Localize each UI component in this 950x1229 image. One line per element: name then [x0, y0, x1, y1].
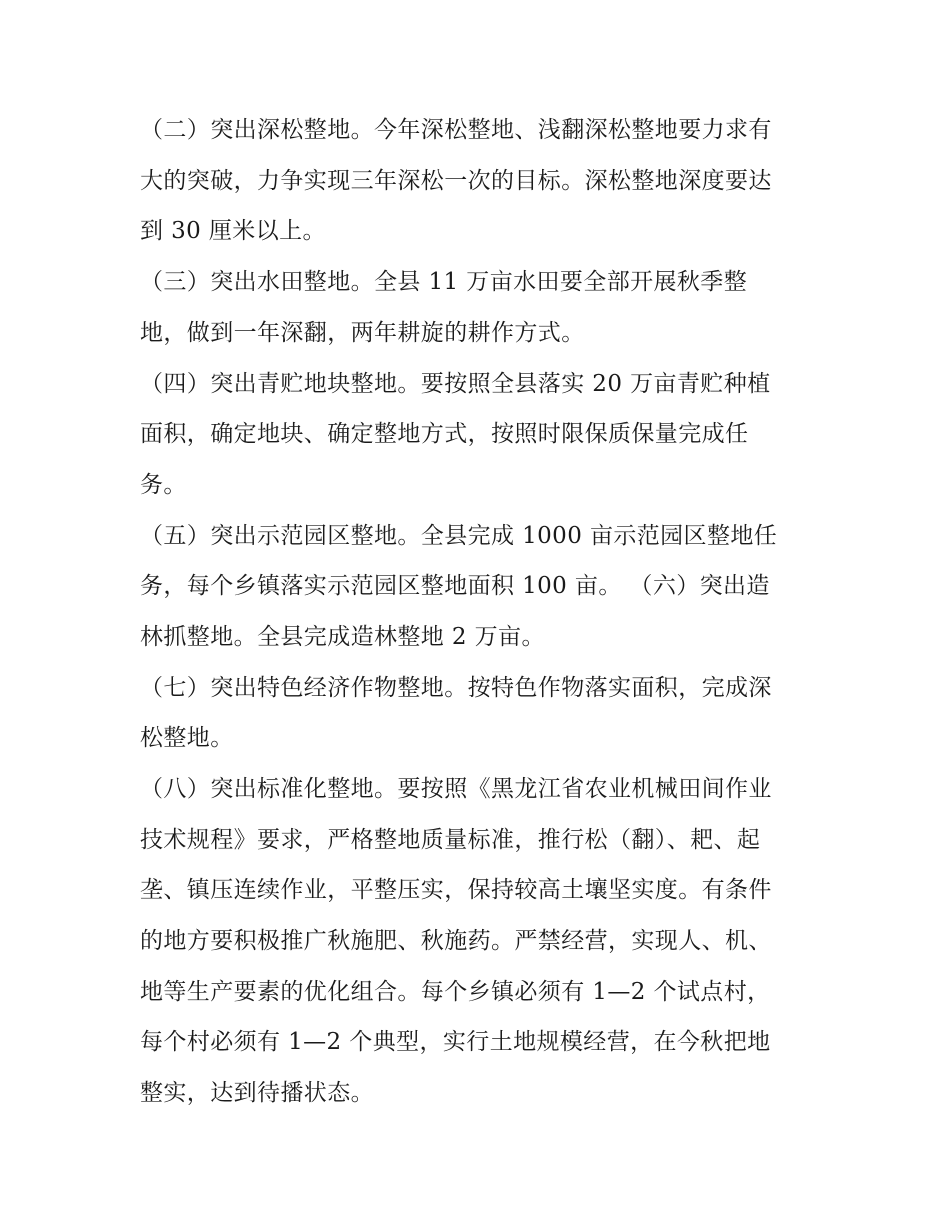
text-line: （五）突出示范园区整地。全县完成 1000 亩示范园区整地任: [140, 523, 778, 549]
text-line: 务。: [140, 472, 187, 498]
text-line: 地等生产要素的优化组合。每个乡镇必须有 1—2 个试点村，: [140, 979, 771, 1005]
text-line: 到 30 厘米以上。: [140, 218, 326, 244]
text-line: 务，每个乡镇落实示范园区整地面积 100 亩。 （六）突出造: [140, 573, 770, 599]
text-line: （二）突出深松整地。今年深松整地、浅翻深松整地要力求有: [140, 117, 772, 143]
text-line: 垄、镇压连续作业，平整压实，保持较高土壤坚实度。有条件: [140, 877, 772, 903]
text-line: 大的突破，力争实现三年深松一次的目标。深松整地深度要达: [140, 168, 772, 194]
text-line: 林抓整地。全县完成造林整地 2 万亩。: [140, 624, 545, 650]
text-line: 松整地。: [140, 725, 234, 751]
text-line: 面积，确定地块、确定整地方式，按照时限保质保量完成任: [140, 421, 749, 447]
text-line: 的地方要积极推广秋施肥、秋施药。严禁经营，实现人、机、: [140, 928, 772, 954]
text-line: （七）突出特色经济作物整地。按特色作物落实面积，完成深: [140, 675, 772, 701]
text-line: （三）突出水田整地。全县 11 万亩水田要全部开展秋季整: [140, 269, 748, 295]
text-line: （八）突出标准化整地。要按照《黑龙江省农业机械田间作业: [140, 776, 772, 802]
text-line: 技术规程》要求，严格整地质量标准，推行松（翻）、耙、起: [140, 827, 761, 853]
text-line: 地，做到一年深翻，两年耕旋的耕作方式。: [140, 320, 585, 346]
text-line: （四）突出青贮地块整地。要按照全县落实 20 万亩青贮种植: [140, 371, 771, 397]
text-line: 整实，达到待播状态。: [140, 1080, 374, 1106]
text-line: 每个村必须有 1—2 个典型，实行土地规模经营，在今秋把地: [140, 1029, 771, 1055]
